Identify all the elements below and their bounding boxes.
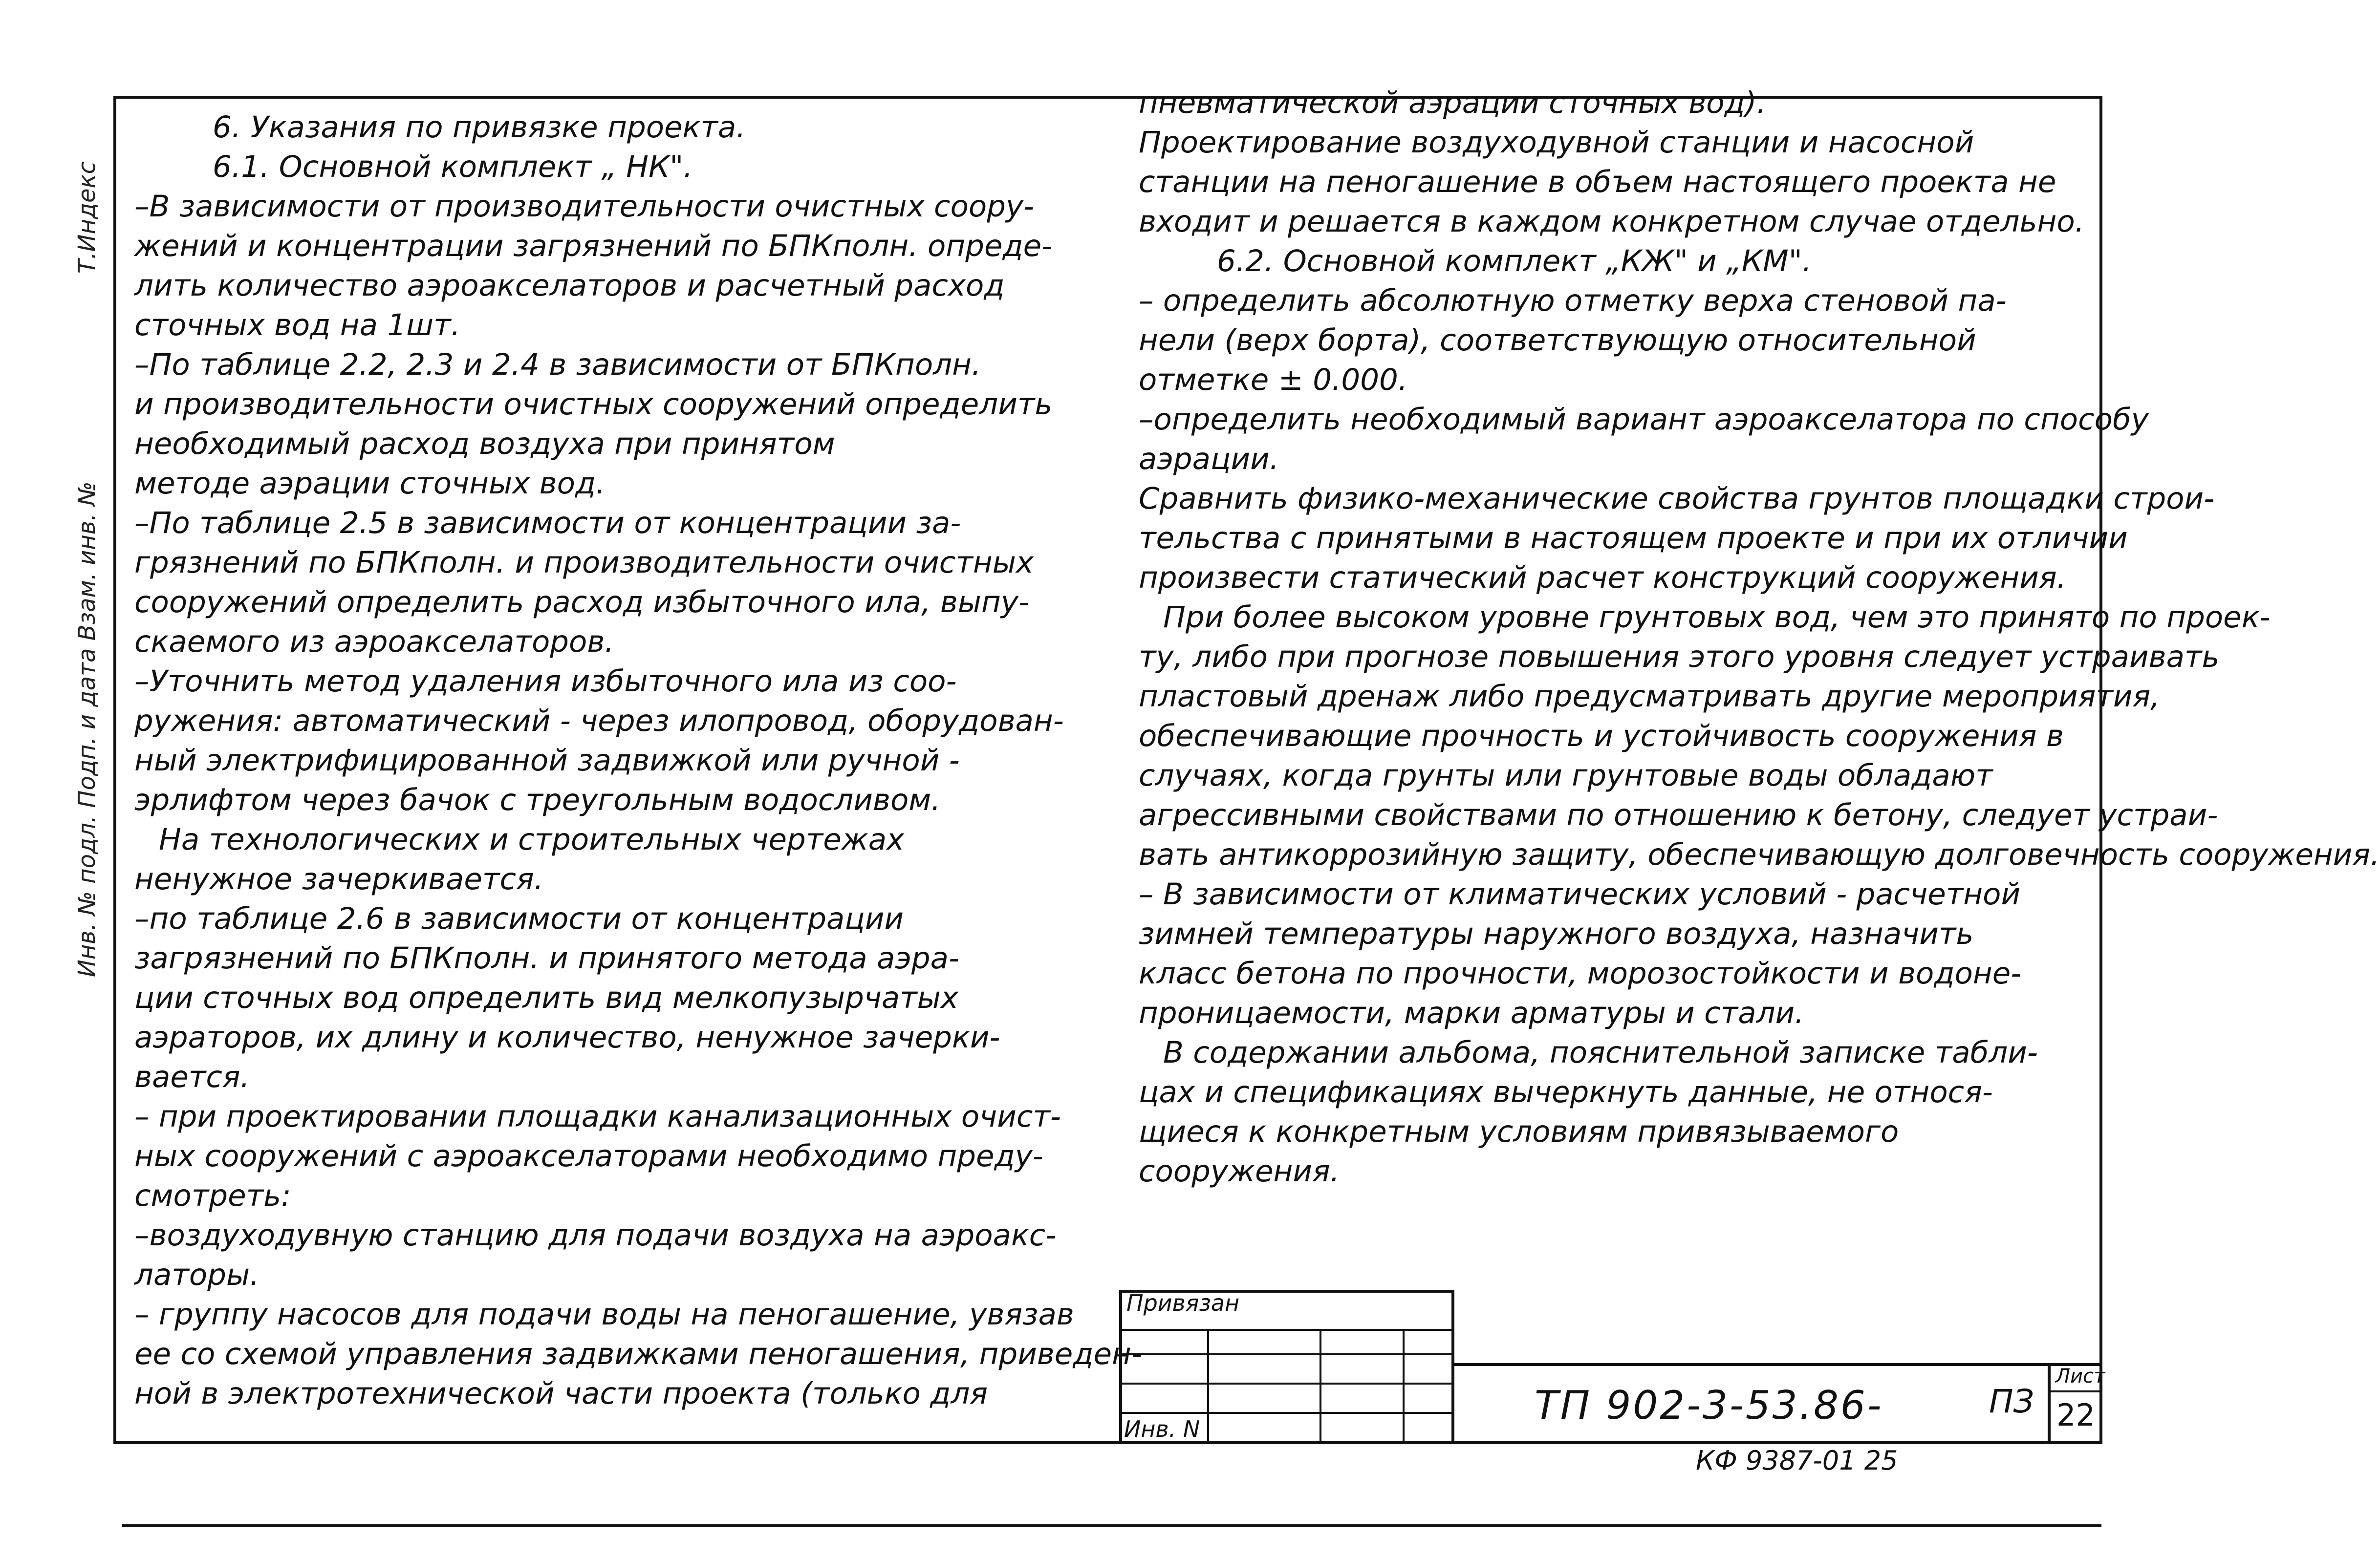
text-line: случаях, когда грунты или грунтовые воды обладают xyxy=(1139,758,1993,793)
text-line: пневматической аэрации сточных вод). xyxy=(1139,85,1766,120)
text-line: проницаемости, марки арматуры и стали. xyxy=(1139,996,1804,1030)
stamp-divider xyxy=(1320,1329,1321,1444)
text-line: – при проектировании площадки канализационных очист- xyxy=(134,1099,1061,1134)
document-designation: ТП 902-3-53.86- xyxy=(1535,1383,1883,1428)
text-line: аэрации. xyxy=(1139,442,1279,476)
text-line: –Уточнить метод удаления избыточного ила из соо- xyxy=(134,664,957,699)
text-line: 6. Указания по привязке проекта. xyxy=(213,110,746,145)
text-line: 6.1. Основной комплект „ НК". xyxy=(213,149,693,184)
text-line: произвести статический расчет конструкций сооружения. xyxy=(1139,560,2067,595)
text-line: ненужное зачеркивается. xyxy=(134,862,544,896)
text-line: эрлифтом через бачок с треугольным водосливом. xyxy=(134,783,941,817)
margin-index-label: Т.Индекс xyxy=(73,161,101,274)
text-line: сооружения. xyxy=(1139,1154,1340,1189)
text-line: аэраторов, их длину и количество, ненужное зачерки- xyxy=(134,1020,1000,1055)
text-line: сточных вод на 1шт. xyxy=(134,308,461,342)
stamp-divider xyxy=(1119,1353,1451,1355)
text-line: нели (верх борта), соответствующую относительной xyxy=(1139,323,1976,358)
text-line: –В зависимости от производительности очистных соору- xyxy=(134,189,1035,224)
sheet-number: 22 xyxy=(2056,1397,2095,1433)
text-line: отметке ± 0.000. xyxy=(1139,363,1408,397)
text-line: загрязнений по БПКполн. и принятого метода аэра- xyxy=(134,941,959,976)
left-text-column xyxy=(134,107,1142,1413)
text-line: – В зависимости от климатических условий - расчетной xyxy=(1139,877,2021,912)
text-line: и производительности очистных сооружений определить xyxy=(134,387,1053,422)
text-line: В содержании альбома, пояснительной записке табли- xyxy=(1163,1035,2038,1070)
title-block-top-rule xyxy=(1451,1363,2102,1366)
text-line: Сравнить физико-механические свойства грунтов площадки строи- xyxy=(1139,481,2215,516)
bound-label: Привязан xyxy=(1126,1290,1240,1316)
text-line: ной в электротехнической части проекта (только для xyxy=(134,1376,988,1411)
text-line: сооружений определить расход избыточного ила, выпу- xyxy=(134,585,1029,619)
text-line: ных сооружений с аэроакселаторами необходимо преду- xyxy=(134,1139,1043,1174)
stamp-divider xyxy=(1119,1383,1451,1385)
section-code: ПЗ xyxy=(1989,1383,2034,1420)
text-line: щиеся к конкретным условиям привязываемого xyxy=(1139,1114,1899,1149)
text-line: –По таблице 2.2, 2.3 и 2.4 в зависимости от БПКполн. xyxy=(134,347,981,382)
text-line: ный электрифицированной задвижкой или ручной - xyxy=(134,743,960,778)
text-line: ту, либо при прогнозе повышения этого уровня следует устраивать xyxy=(1139,640,2220,674)
text-line: При более высоком уровне грунтовых вод, чем это принято по проек- xyxy=(1163,600,2271,635)
text-line: жений и концентрации загрязнений по БПКполн. опреде- xyxy=(134,229,1053,263)
text-line: необходимый расход воздуха при принятом xyxy=(134,427,835,461)
text-line: вается. xyxy=(134,1060,250,1094)
text-line: – определить абсолютную отметку верха стеновой па- xyxy=(1139,283,2007,318)
text-line: ции сточных вод определить вид мелкопузырчатых xyxy=(134,981,959,1015)
text-line: грязнений по БПКполн. и производительности очистных xyxy=(134,545,1034,580)
stamp-divider xyxy=(1119,1412,1451,1414)
text-line: входит и решается в каждом конкретном случае отдельно. xyxy=(1139,204,2085,239)
right-text-column xyxy=(1139,83,2380,1191)
stamp-divider xyxy=(1119,1329,1451,1331)
archive-number: КФ 9387-01 25 xyxy=(1696,1445,1898,1476)
text-line: ее со схемой управления задвижками пеногашения, приведен- xyxy=(134,1337,1142,1371)
text-line: 6.2. Основной комплект „КЖ" и „КМ". xyxy=(1217,244,1812,278)
text-line: обеспечивающие прочность и устойчивость сооружения в xyxy=(1139,719,2064,753)
title-block-separator xyxy=(1451,1290,1454,1444)
text-line: –определить необходимый вариант аэроакселатора по способу xyxy=(1139,402,2149,437)
sheet-box-divider xyxy=(2051,1390,2102,1392)
text-line: станции на пеногашение в объем настоящего проекта не xyxy=(1139,165,2056,199)
text-line: смотреть: xyxy=(134,1178,291,1213)
text-line: цах и спецификациях вычеркнуть данные, не относя- xyxy=(1139,1075,1993,1110)
text-line: На технологических и строительных чертежах xyxy=(159,822,905,857)
text-line: –воздуходувную станцию для подачи воздуха на аэроакс- xyxy=(134,1218,1057,1253)
text-line: пластовый дренаж либо предусматривать другие мероприятия, xyxy=(1139,679,2160,714)
text-line: тельства с принятыми в настоящем проекте и при их отличии xyxy=(1139,521,2128,555)
text-line: – группу насосов для подачи воды на пеногашение, увязав xyxy=(134,1297,1074,1332)
sheet-label: Лист xyxy=(2055,1365,2105,1387)
text-line: ружения: автоматический - через илопровод, оборудован- xyxy=(134,704,1064,738)
text-line: вать антикоррозийную защиту, обеспечивающую долговечность сооружения. xyxy=(1139,837,2380,872)
stamp-divider xyxy=(1403,1329,1405,1444)
text-line: зимней температуры наружного воздуха, назначить xyxy=(1139,917,1974,951)
inventory-number-label: Инв. N xyxy=(1124,1416,1200,1442)
text-line: латоры. xyxy=(134,1258,260,1292)
bottom-rule xyxy=(122,1524,2101,1527)
sheet-number-box xyxy=(2048,1363,2105,1444)
text-line: класс бетона по прочности, морозостойкости и водоне- xyxy=(1139,956,2022,991)
text-line: методе аэрации сточных вод. xyxy=(134,466,606,501)
text-line: лить количество аэроакселаторов и расчетный расход xyxy=(134,268,1005,303)
margin-inventory-label: Инв. № подл. Подп. и дата Взам. инв. № xyxy=(73,481,101,977)
text-line: скаемого из аэроакселаторов. xyxy=(134,624,614,659)
text-line: –по таблице 2.6 в зависимости от концентрации xyxy=(134,901,904,936)
text-line: –По таблице 2.5 в зависимости от концентрации за- xyxy=(134,506,961,540)
stamp-divider xyxy=(1207,1329,1209,1444)
text-line: Проектирование воздуходувной станции и насосной xyxy=(1139,125,1974,160)
text-line: агрессивными свойствами по отношению к бетону, следует устраи- xyxy=(1139,798,2218,832)
